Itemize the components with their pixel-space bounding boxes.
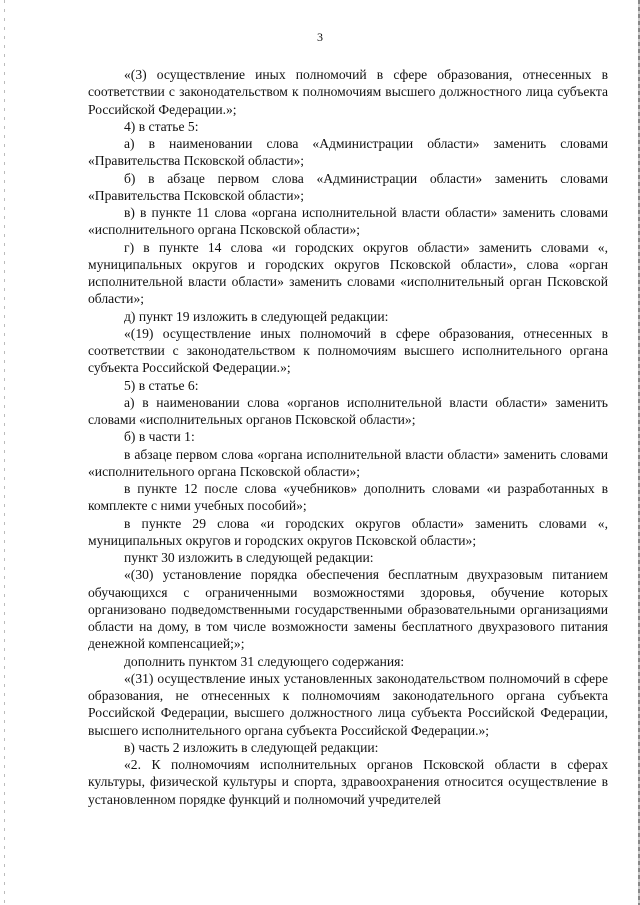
paragraph: пункт 30 изложить в следующей редакции:: [124, 550, 374, 565]
paragraph: «(30) установление порядка обеспечения бесплатным двухразовым питанием обучающихся с ограниченными возможностями здоровья, обучение которых организовано подведомственными государственными образовательными организациями области на дому, в том числе возможности замены бесплатного двухразового питания денежной компенсацией;»;: [88, 567, 608, 652]
document-body: [88, 66, 608, 808]
paragraph: а) в наименовании слова «органов исполнительной власти области» заменить словами «исполнительных органов Псковской области»;: [88, 394, 608, 427]
paragraph: в пункте 12 после слова «учебников» дополнить словами «и разработанных в комплекте с ними учебных пособий»;: [88, 481, 608, 514]
paragraph: б) в абзаце первом слова «Администрации области» заменить словами «Правительства Псковской области»;: [88, 170, 608, 203]
paragraph: в) часть 2 изложить в следующей редакции:: [124, 739, 379, 755]
paragraph: а) в наименовании слова «Администрации области» заменить словами «Правительства Псковской области»;: [88, 136, 608, 169]
paragraph: «2. К полномочиям исполнительных органов Псковской области в сферах культуры, физической культуры и спорта, здравоохранения относится осуществление в установленном порядке функций и полномочий учредителей: [88, 757, 608, 807]
paragraph: в абзаце первом слова «органа исполнительной власти области» заменить словами «исполнительного органа Псковской области»;: [88, 446, 608, 479]
paragraph: 4) в статье 5:: [124, 118, 199, 134]
paragraph: в пункте 29 слова «и городских округов области» заменить словами «, муниципальных округов и городских округов Псковской области»;: [88, 515, 608, 548]
paragraph: «(19) осуществление иных полномочий в сфере образования, отнесенных в соответствии с законодательством к полномочиям высшего исполнительного органа субъекта Российской Федерации.»;: [88, 325, 608, 376]
paragraph: б) в части 1:: [124, 429, 195, 445]
paragraph: в) в пункте 11 слова «органа исполнительной власти области» заменить словами «исполнительного органа Псковской области»;: [88, 205, 608, 238]
paragraph: «(3) осуществление иных полномочий в сфере образования, отнесенных в соответствии с законодательством к полномочиям высшего должностного лица субъекта Российской Федерации.»;: [88, 67, 608, 117]
paragraph: 5) в статье 6:: [124, 377, 199, 393]
paragraph: г) в пункте 14 слова «и городских округов области» заменить словами «, муниципальных округов и городских округов Псковской области», слова «орган исполнительной власти области» заменить словами «исполнительный орган Псковской области»;: [88, 239, 608, 307]
page-number: 3: [317, 30, 323, 44]
paragraph: д) пункт 19 изложить в следующей редакции:: [124, 308, 389, 324]
paragraph: дополнить пунктом 31 следующего содержания:: [124, 653, 405, 669]
scan-edge-left: [4, 0, 5, 905]
paragraph: «(31) осуществление иных установленных законодательством полномочий в сфере образования, не отнесенных к полномочиям законодательного органа субъекта Российской Федерации, высшего должностного лица субъекта Российской Федерации, высшего исполнительного органа субъекта Российской Федерации.»;: [88, 670, 608, 738]
